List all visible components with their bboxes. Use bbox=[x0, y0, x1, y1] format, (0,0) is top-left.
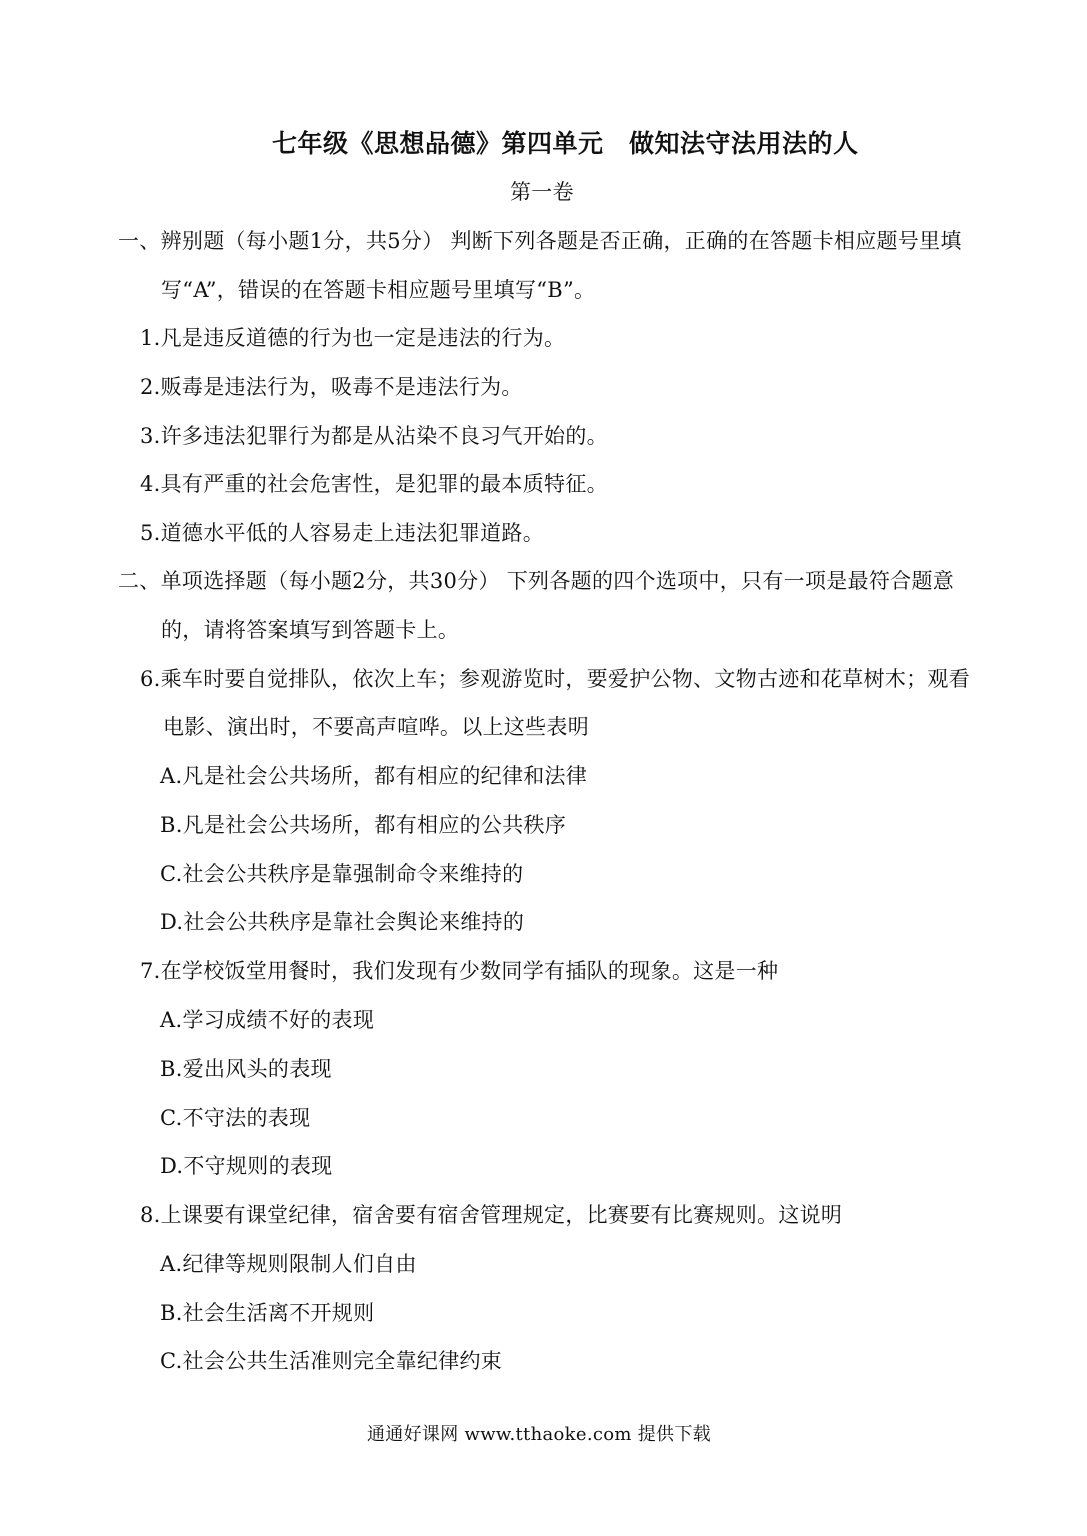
footer-credit: 通通好课网 www.tthaoke.com 提供下载 bbox=[367, 1424, 711, 1445]
option-a: A.纪律等规则限制人们自由 bbox=[160, 1252, 417, 1276]
option-b: B.凡是社会公共场所，都有相应的公共秩序 bbox=[160, 813, 567, 837]
option-b: B.社会生活离不开规则 bbox=[160, 1301, 375, 1325]
option-a: A.凡是社会公共场所，都有相应的纪律和法律 bbox=[160, 764, 588, 788]
judgement-item: 2.贩毒是违法行为，吸毒不是违法行为。 bbox=[140, 375, 523, 399]
option-a: A.学习成绩不好的表现 bbox=[160, 1008, 375, 1032]
option-b: B.爱出风头的表现 bbox=[160, 1057, 332, 1081]
option-c: C.不守法的表现 bbox=[160, 1106, 311, 1130]
question-8: 8.上课要有课堂纪律，宿舍要有宿舍管理规定，比赛要有比赛规则。这说明 bbox=[140, 1203, 843, 1227]
option-c: C.社会公共秩序是靠强制命令来维持的 bbox=[160, 862, 524, 886]
section1-heading-cont: 写“A”，错误的在答题卡相应题号里填写“B”。 bbox=[161, 278, 596, 302]
judgement-item: 3.许多违法犯罪行为都是从沾染不良习气开始的。 bbox=[140, 424, 608, 448]
question-6: 6.乘车时要自觉排队，依次上车；参观游览时，要爱护公物、文物古迹和花草树木；观看 bbox=[140, 667, 971, 691]
page-title: 七年级《思想品德》第四单元 做知法守法用法的人 bbox=[272, 129, 859, 158]
judgement-item: 5.道德水平低的人容易走上违法犯罪道路。 bbox=[140, 521, 545, 545]
option-d: D.社会公共秩序是靠社会舆论来维持的 bbox=[160, 910, 525, 934]
option-d: D.不守规则的表现 bbox=[160, 1154, 333, 1178]
option-c: C.社会公共生活准则完全靠纪律约束 bbox=[160, 1349, 503, 1373]
question-6-cont: 电影、演出时，不要高声喧哗。以上这些表明 bbox=[163, 715, 589, 739]
judgement-item: 1.凡是违反道德的行为也一定是违法的行为。 bbox=[140, 326, 566, 350]
volume-label: 第一卷 bbox=[510, 180, 574, 204]
question-7: 7.在学校饭堂用餐时，我们发现有少数同学有插队的现象。这是一种 bbox=[140, 959, 779, 983]
judgement-item: 4.具有严重的社会危害性，是犯罪的最本质特征。 bbox=[140, 472, 608, 496]
section2-heading: 二、单项选择题（每小题2分，共30分） 下列各题的四个选项中，只有一项是最符合题意 bbox=[118, 569, 955, 593]
section2-heading-cont: 的，请将答案填写到答题卡上。 bbox=[161, 618, 460, 642]
section1-heading: 一、辨别题（每小题1分，共5分） 判断下列各题是否正确，正确的在答题卡相应题号里填 bbox=[118, 229, 962, 253]
